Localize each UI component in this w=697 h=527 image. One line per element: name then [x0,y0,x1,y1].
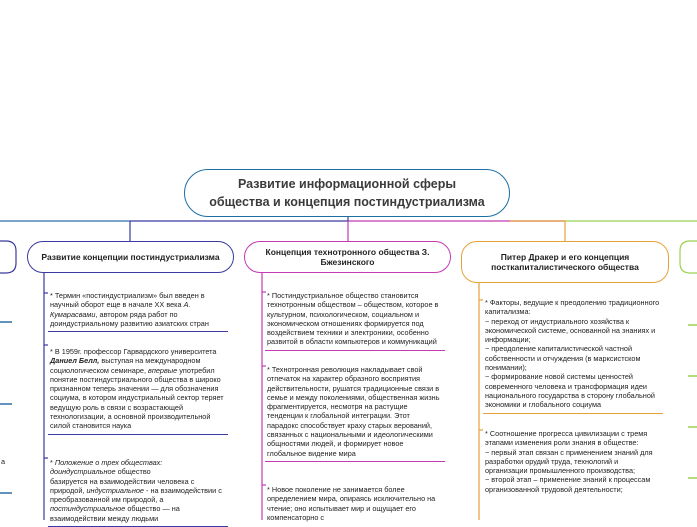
leaf-text-run: впервые [148,365,178,375]
leaf-text-run: * Новое поколение не занимается более определением мира, опираясь исключительно на чтение; оно испытывает мир и ощущает его компенсаторно с [267,485,436,522]
branch-title: Концепция технотронного общества З. Бжезинского [265,247,430,267]
leaf-text-run: , автором ряда работ по доиндустриальному развитию азиатских стран [50,309,209,328]
leaf-text [50,347,226,431]
leaf-text-run: - на взаимодействии с преобразованной им природой, а [50,485,222,505]
leaf-text-run: общество — на взаимодействии между людьми [50,504,180,523]
leaf-text-run: * Факторы, ведущие к преодолению традиционного капитализма: − переход от индустриального хозяйства к экономической системе, основанной на знаниях и информации; − преодоление капиталистической частной собственности и отчуждения (в марксистском понимании); − формирование новой системы ценностей современного человека и трансформация идеи национального государства в сторону глобальной экономики и глобального социума [485,298,660,410]
branch-postindustrialism[interactable] [27,241,234,273]
central-topic[interactable] [184,169,510,217]
leaf-text [50,291,226,328]
leaf-text-run: * Постиндустриальное общество становится технотронным обществом – обществом, которое в культурном, психологическом, социальном и экономическом отношениях формируется под воздействием техники и электроники, особенно развитой в области компьютеров и коммуникаций [267,291,439,347]
leaf-text-run: * [50,458,55,467]
leaf-text-run: выступая на международном социологическом семинаре, [50,356,201,375]
leaf-technotronic-revolution[interactable] [265,365,445,462]
leaf-text-run: * Термин «постиндустриализм» был введен в научный оборот еще в начале XX века [50,291,205,310]
leaf-text-run: * Соотношение прогресса цивилизации с тремя этапами изменения роли знания в обществе: − первый этап связан с применением знаний для разработки орудий труда, технологий и организации промышленного производства; − второй этап – применение знаний к процессам организованной трудовой деятельности; [485,429,653,494]
leaf-knowledge-stages[interactable] [483,429,663,497]
branch-drucker-postcapitalism[interactable] [461,241,669,283]
leaf-text-run: постиндустриальное [50,504,126,514]
leaf-text-run: А. Кумарасвами [50,300,191,319]
leaf-text-run: * В 1959г. профессор Гарвардского университета [50,347,217,356]
leaf-text [50,458,226,523]
leaf-text [267,485,443,522]
leaf-technotronic-definition[interactable] [265,291,445,351]
leaf-text-run: индустриальное [86,485,144,495]
central-topic-line-2: общества и концепция постиндустриализма [209,195,485,209]
leaf-text-run: общество базируется на взаимодействии человека с природой, [50,467,195,495]
leaf-text [267,365,443,458]
leaf-daniel-bell[interactable] [48,347,228,435]
leaf-text [485,298,661,410]
leaf-text-run: * Технотронная революция накладывает свой отпечаток на характер образного восприятия действительности, рушатся традиционные связи в семье и между поколениями, общественная жизнь фрагментируется, несмотря на растущие тенденции к глобальной интеграции. Этот парадокс способствует краху старых верований, связанных с национальными и идеологическими общностями людей, и формирует новое глобальное видение мира [267,365,440,458]
right-offscreen-branch [680,241,697,273]
leaf-text [267,291,443,347]
left-offscreen-branch [0,241,16,273]
branch-technotronic-society[interactable] [244,241,451,273]
leaf-three-societies[interactable] [48,458,228,527]
branch-title: Питер Дракер и его концепция посткапиталистического общества [491,252,639,272]
central-topic-line-1: Развитие информационной сферы [237,177,457,191]
leaf-text-run: Положение о трех обществах: доиндустриальное [50,458,163,477]
leaf-text-run: Даниел Белл, [50,356,100,366]
leaf-drucker-factors[interactable] [483,298,663,414]
leaf-term-origin[interactable] [48,291,228,332]
left-offscreen-text-fragment: а [1,457,6,466]
leaf-new-generation[interactable] [265,485,445,525]
leaf-text [485,429,661,494]
leaf-text-run: употребил понятие постиндустриального общества в широко признанном теперь значении — для обозначения социума, в котором индустриальный сектор теряет ведущую роль в связи с возрастающей технологизации, а основной производительной силой становится наука [50,365,224,431]
branch-title: Развитие концепции постиндустриализма [41,252,220,262]
